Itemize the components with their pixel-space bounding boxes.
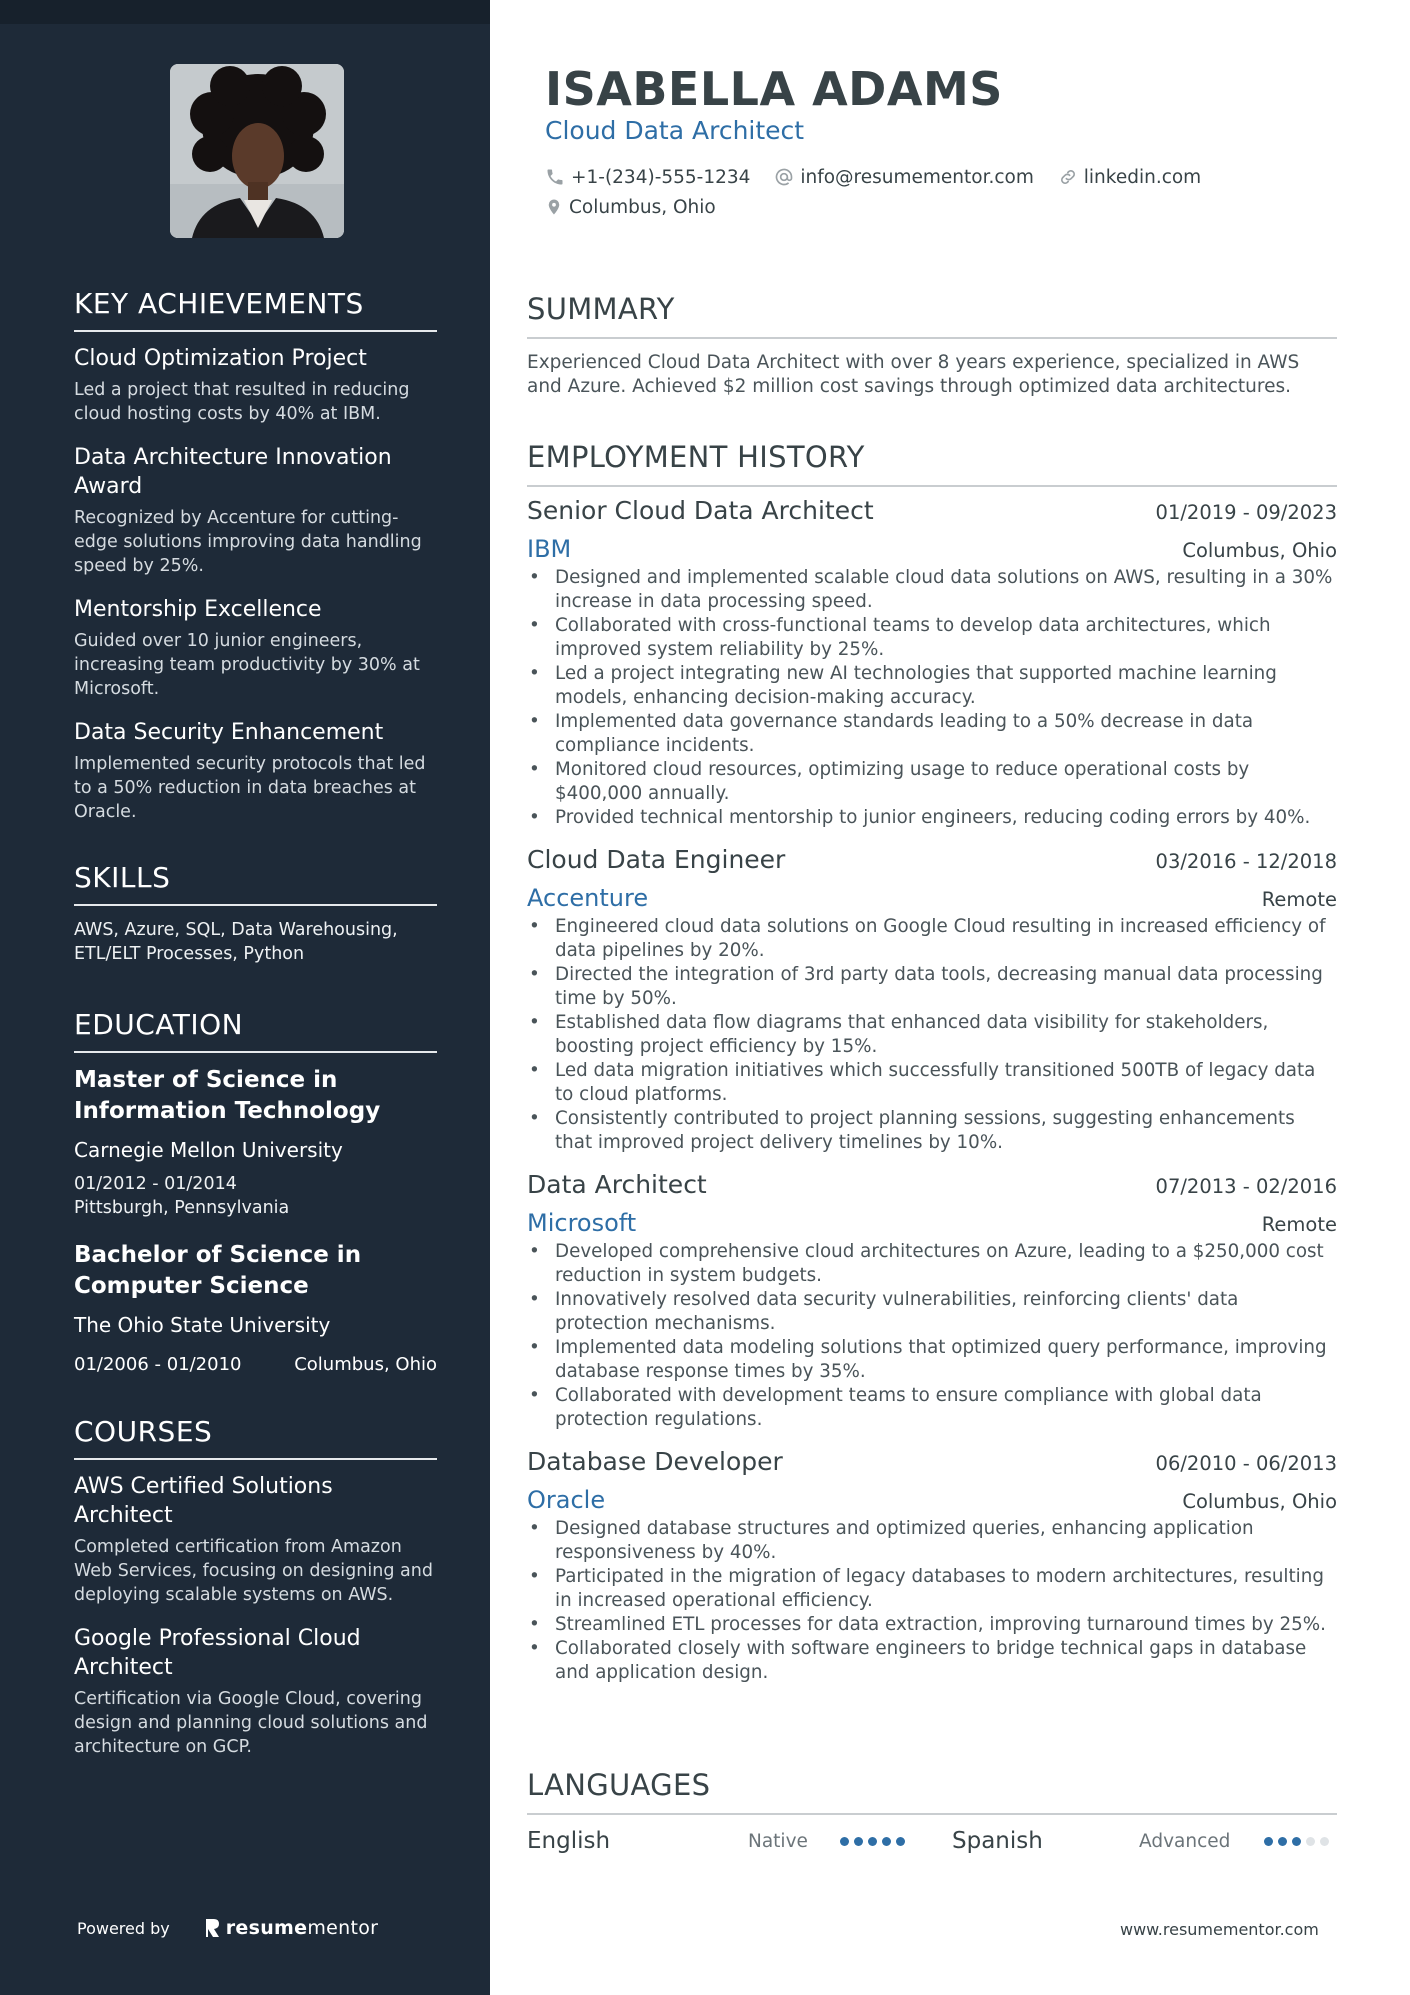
at-icon (774, 167, 794, 187)
job-bullet: • Engineered cloud data solutions on Google Cloud resulting in increased efficiency of data pipelines by 20%. (527, 915, 1337, 963)
job-bullet: • Streamlined ETL processes for data extraction, improving turnaround times by 25%. (527, 1613, 1337, 1637)
rating-dot-empty (1320, 1837, 1329, 1846)
course-title: Google Professional Cloud Architect (74, 1626, 361, 1680)
job-bullet: • Participated in the migration of legacy databases to modern architectures, resulting in increased operational efficiency. (527, 1565, 1337, 1613)
brand-name-rest: mentor (307, 1917, 379, 1939)
skills-heading: SKILLS (74, 861, 437, 906)
brand-name-bold: resume (225, 1917, 308, 1939)
job-bullet: • Innovatively resolved data security vulnerabilities, reinforcing clients' data protection mechanisms. (527, 1288, 1337, 1336)
rating-dot-filled (868, 1837, 877, 1846)
job-bullet: • Consistently contributed to project planning sessions, suggesting enhancements that improved project delivery timelines by 10%. (527, 1107, 1337, 1155)
job-bullet: • Implemented data modeling solutions that optimized query performance, improving database response times by 35%. (527, 1336, 1337, 1384)
education-school: Carnegie Mellon University (74, 1138, 343, 1162)
job-bullet: • Collaborated with cross-functional teams to develop data architectures, which improved system reliability by 25%. (527, 614, 1337, 662)
achievement-desc: Implemented security protocols that led to a 50% reduction in data breaches at Oracle. (74, 754, 426, 822)
education-degree: Bachelor of Science in Computer Science (74, 1242, 362, 1299)
job-dates: 01/2019 - 09/2023 (1155, 501, 1337, 524)
website-footer[interactable]: www.resumementor.com (1120, 1920, 1319, 1939)
education-location: Pittsburgh, Pennsylvania (74, 1198, 290, 1218)
course-item (74, 1472, 437, 1607)
achievement-desc: Guided over 10 junior engineers, increasing team productivity by 30% at Microsoft. (74, 631, 420, 699)
job-entry (527, 1447, 1337, 1685)
sidebar-top-bar (0, 0, 490, 24)
language-level: Advanced (1139, 1830, 1231, 1852)
job-bullet: • Collaborated closely with software engineers to bridge technical gaps in database and application design. (527, 1637, 1337, 1685)
job-bullets (527, 1240, 1337, 1432)
course-desc: Certification via Google Cloud, covering design and planning cloud solutions and architecture on GCP. (74, 1689, 428, 1757)
rating-dot-filled (840, 1837, 849, 1846)
education-item (74, 1065, 437, 1220)
job-title: Senior Cloud Data Architect (527, 496, 874, 525)
job-bullets (527, 915, 1337, 1155)
achievement-item (74, 443, 437, 578)
achievement-title: Data Architecture Innovation Award (74, 445, 392, 499)
rating-dot-filled (854, 1837, 863, 1846)
employment-section (527, 440, 1337, 1685)
language-name: Spanish (952, 1828, 1043, 1854)
link-icon (1058, 167, 1078, 187)
achievement-title: Data Security Enhancement (74, 720, 384, 745)
job-bullets (527, 1517, 1337, 1685)
education-dates: 01/2006 - 01/2010 (74, 1354, 242, 1375)
contact-phone[interactable] (545, 164, 750, 190)
email-text: info@resumementor.com (800, 166, 1034, 188)
linkedin-text: linkedin.com (1083, 166, 1202, 188)
job-dates: 07/2013 - 02/2016 (1155, 1175, 1337, 1198)
phone-icon (545, 167, 565, 187)
job-company: IBM (527, 535, 572, 563)
job-bullet: • Established data flow diagrams that enhanced data visibility for stakeholders, boosting project efficiency by 15%. (527, 1011, 1337, 1059)
rating-dot-filled (1264, 1837, 1273, 1846)
sidebar-content (74, 287, 437, 1776)
education-degree: Master of Science in Information Technology (74, 1067, 381, 1124)
job-location: Columbus, Ohio (1182, 539, 1337, 562)
language-item (952, 1828, 1334, 1854)
job-company: Oracle (527, 1486, 606, 1514)
education-meta-row (74, 1353, 437, 1377)
achievement-desc: Recognized by Accenture for cutting-edge solutions improving data handling speed by 25%. (74, 508, 422, 576)
contact-linkedin[interactable] (1058, 164, 1201, 190)
job-bullet: • Led data migration initiatives which successfully transitioned 500TB of legacy data to cloud platforms. (527, 1059, 1337, 1107)
achievement-title: Cloud Optimization Project (74, 346, 367, 371)
location-text: Columbus, Ohio (569, 196, 716, 218)
powered-by (77, 1917, 378, 1939)
job-company: Microsoft (527, 1209, 637, 1237)
contact-info (545, 164, 1245, 222)
job-title: Cloud Data Engineer (527, 845, 786, 874)
rating-dot-filled (1292, 1837, 1301, 1846)
job-title: Database Developer (527, 1447, 783, 1476)
achievement-item (74, 344, 437, 426)
contact-email[interactable] (774, 164, 1034, 190)
rating-dot-filled (1278, 1837, 1287, 1846)
education-heading: EDUCATION (74, 1008, 437, 1053)
candidate-role: Cloud Data Architect (545, 116, 805, 145)
skills-list: AWS, Azure, SQL, Data Warehousing, ETL/ELT Processes, Python (74, 920, 398, 964)
job-entry (527, 845, 1337, 1155)
job-bullet: • Collaborated with development teams to ensure compliance with global data protection regulations. (527, 1384, 1337, 1432)
language-level: Native (748, 1830, 808, 1852)
job-bullets (527, 566, 1337, 830)
summary-text: Experienced Cloud Data Architect with over 8 years experience, specialized in AWS and Azure. Achieved $2 million cost savings through optimized data architectures. (527, 352, 1300, 397)
language-item (527, 1828, 952, 1854)
education-school: The Ohio State University (74, 1313, 331, 1337)
achievements-heading: KEY ACHIEVEMENTS (74, 287, 437, 332)
job-location: Remote (1261, 1213, 1337, 1236)
summary-heading: SUMMARY (527, 292, 1337, 339)
achievement-desc: Led a project that resulted in reducing cloud hosting costs by 40% at IBM. (74, 380, 410, 424)
rating-dot-empty (1306, 1837, 1315, 1846)
profile-photo (170, 64, 344, 238)
education-dates: 01/2012 - 01/2014 (74, 1174, 237, 1194)
language-name: English (527, 1828, 611, 1854)
languages-heading: LANGUAGES (527, 1768, 1337, 1815)
education-item (74, 1240, 437, 1377)
job-company: Accenture (527, 884, 649, 912)
job-bullet: • Developed comprehensive cloud architectures on Azure, leading to a $250,000 cost reduction in system budgets. (527, 1240, 1337, 1288)
employment-heading: EMPLOYMENT HISTORY (527, 440, 1337, 487)
powered-by-label: Powered by (77, 1918, 170, 1938)
achievement-title: Mentorship Excellence (74, 597, 322, 622)
sidebar (0, 0, 490, 1995)
job-location: Remote (1261, 888, 1337, 911)
courses-heading: COURSES (74, 1415, 437, 1460)
resumementor-logo[interactable] (204, 1917, 379, 1939)
job-entry (527, 496, 1337, 830)
course-item (74, 1624, 437, 1759)
job-bullet: • Implemented data governance standards leading to a 50% decrease in data compliance incidents. (527, 710, 1337, 758)
summary-section (527, 292, 1337, 399)
job-title: Data Architect (527, 1170, 707, 1199)
phone-text: +1-(234)-555-1234 (571, 166, 751, 188)
job-dates: 03/2016 - 12/2018 (1155, 850, 1337, 873)
education-location: Columbus, Ohio (294, 1354, 437, 1375)
course-title: AWS Certified Solutions Architect (74, 1474, 333, 1528)
achievement-item (74, 595, 437, 701)
language-rating (1264, 1837, 1334, 1846)
languages-section (527, 1768, 1337, 1856)
job-entry (527, 1170, 1337, 1432)
language-rating (840, 1837, 910, 1846)
job-bullet: • Monitored cloud resources, optimizing usage to reduce operational costs by $400,000 annually. (527, 758, 1337, 806)
job-bullet: • Provided technical mentorship to junior engineers, reducing coding errors by 40%. (527, 806, 1337, 830)
job-bullet: • Designed and implemented scalable cloud data solutions on AWS, resulting in a 30% increase in data processing speed. (527, 566, 1337, 614)
job-bullet: • Led a project integrating new AI technologies that supported machine learning models, enhancing decision-making accuracy. (527, 662, 1337, 710)
languages-row (527, 1826, 1337, 1856)
job-location: Columbus, Ohio (1182, 1490, 1337, 1513)
rating-dot-filled (882, 1837, 891, 1846)
job-bullet: • Designed database structures and optimized queries, enhancing application responsiveness by 40%. (527, 1517, 1337, 1565)
job-bullet: • Directed the integration of 3rd party data tools, decreasing manual data processing time by 50%. (527, 963, 1337, 1011)
location-pin-icon (545, 197, 563, 217)
course-desc: Completed certification from Amazon Web Services, focusing on designing and deploying scalable systems on AWS. (74, 1537, 433, 1605)
contact-location (545, 194, 716, 220)
achievement-item (74, 718, 437, 824)
job-dates: 06/2010 - 06/2013 (1155, 1452, 1337, 1475)
resumementor-logo-icon (204, 1918, 220, 1938)
candidate-name: ISABELLA ADAMS (545, 62, 1003, 116)
rating-dot-filled (896, 1837, 905, 1846)
